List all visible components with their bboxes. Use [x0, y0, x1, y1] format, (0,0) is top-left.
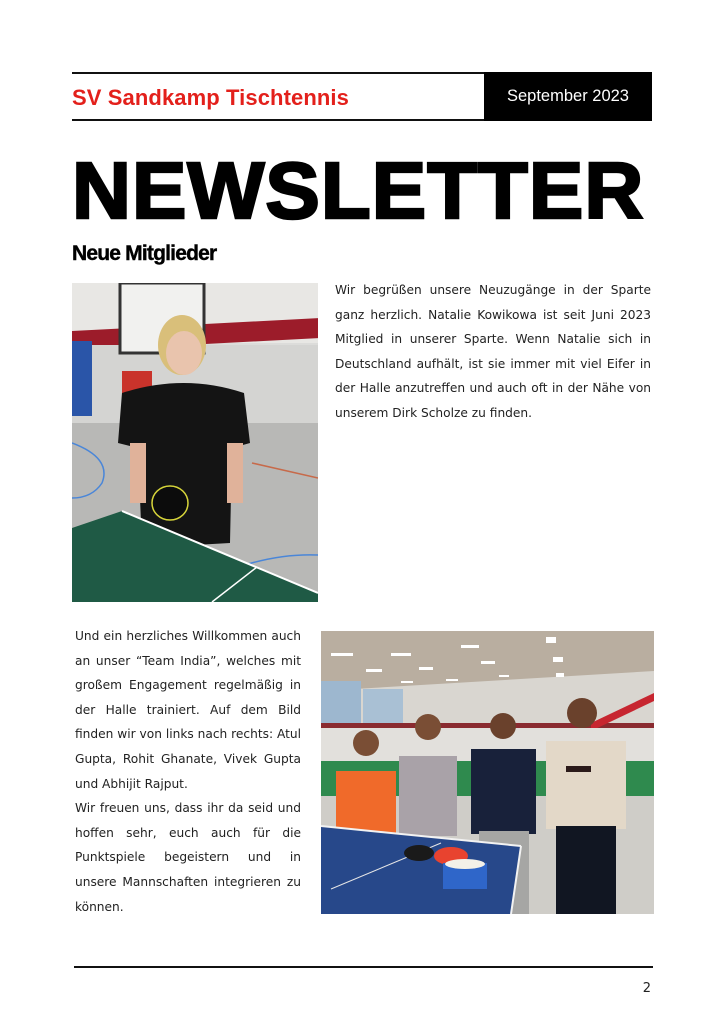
paragraph-team-india: Und ein herzliches Willkommen auch an unser “Team India”, welches mit großem Engagement regelmäßig in der Halle trainiert. Auf dem Bild finden wir von links nach rechts: Atul Gupta, Rohit Ghanate, Vivek Gupta und Abhijit Rajput.	[75, 629, 301, 791]
section-heading: Neue Mitglieder	[72, 242, 217, 265]
paragraph-welcome: Wir freuen uns, dass ihr da seid und hoffen sehr, euch auch für die Punktspiele begeistern und in unsere Mannschaften integrieren zu können.	[75, 801, 301, 914]
photo-team-india-image	[321, 631, 654, 914]
club-name: SV Sandkamp Tischtennis	[72, 85, 349, 110]
page-number: 2	[642, 981, 651, 996]
footer-divider	[74, 966, 653, 968]
newsletter-title: NEWSLETTER	[72, 146, 645, 235]
newsletter-header	[72, 72, 652, 121]
photo-team-india	[321, 631, 654, 914]
intro-paragraph	[335, 278, 651, 426]
photo-new-member	[72, 283, 318, 602]
issue-date: September 2023	[506, 87, 629, 105]
issue-date-badge	[484, 72, 652, 121]
team-india-paragraph	[75, 624, 301, 919]
photo-natalie-image	[72, 283, 318, 602]
paragraph-natalie: Wir begrüßen unsere Neuzugänge in der Sparte ganz herzlich. Natalie Kowikowa ist seit Juni 2023 Mitglied in unserer Sparte. Wenn Natalie sich in Deutschland aufhält, ist sie immer mit viel Eifer in der Halle anzutreffen und auch oft in der Nähe von unserem Dirk Scholze zu finden.	[335, 283, 651, 420]
